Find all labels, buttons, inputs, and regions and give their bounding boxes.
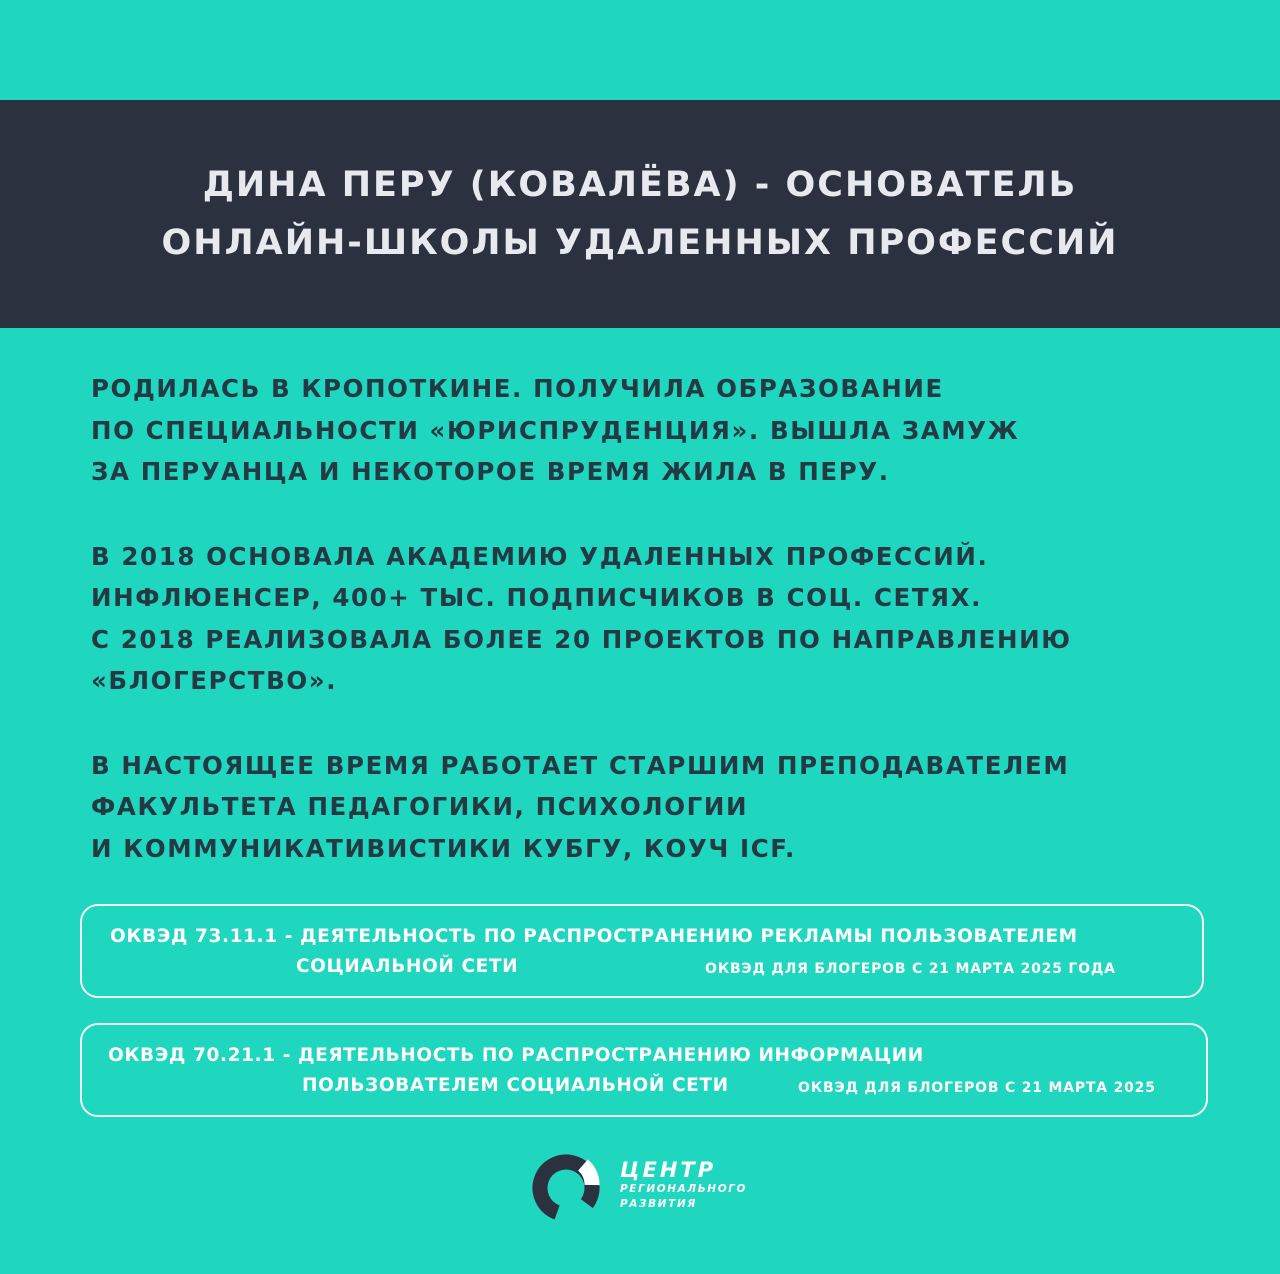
ring-logo-icon bbox=[530, 1152, 604, 1226]
brand-logo bbox=[530, 1152, 800, 1222]
bio-paragraph-3 bbox=[91, 745, 1241, 870]
okved-2-subtitle: ПОЛЬЗОВАТЕЛЕМ СОЦИАЛЬНОЙ СЕТИ bbox=[302, 1075, 729, 1096]
logo-name-2: РЕГИОНАЛЬНОГО bbox=[620, 1183, 748, 1195]
logo-name-1: ЦЕНТР bbox=[620, 1158, 717, 1182]
okved-2-note: ОКВЭД ДЛЯ БЛОГЕРОВ С 21 МАРТА 2025 bbox=[798, 1080, 1156, 1096]
title-banner bbox=[0, 100, 1280, 328]
bio-line: С 2018 РЕАЛИЗОВАЛА БОЛЕЕ 20 ПРОЕКТОВ ПО НАПРАВЛЕНИЮ bbox=[91, 624, 1072, 654]
bio-line: ЗА ПЕРУАНЦА И НЕКОТОРОЕ ВРЕМЯ ЖИЛА В ПЕРУ. bbox=[91, 457, 890, 486]
okved-1-title: ОКВЭД 73.11.1 - ДЕЯТЕЛЬНОСТЬ ПО РАСПРОСТРАНЕНИЮ РЕКЛАМЫ ПОЛЬЗОВАТЕЛЕМ bbox=[110, 926, 1078, 947]
bio-line: И КОММУНИКАТИВИСТИКИ КУБГУ, КОУЧ ICF. bbox=[91, 833, 796, 863]
bio-paragraph-2 bbox=[91, 536, 1241, 702]
bio-line: ФАКУЛЬТЕТА ПЕДАГОГИКИ, ПСИХОЛОГИИ bbox=[91, 792, 749, 821]
bio-paragraph-1 bbox=[91, 368, 1241, 493]
bio-line: «БЛОГЕРСТВО». bbox=[91, 666, 338, 695]
bio-text bbox=[91, 368, 1241, 912]
title-line-1: ДИНА ПЕРУ (КОВАЛЁВА) - ОСНОВАТЕЛЬ bbox=[202, 165, 1078, 205]
bio-line: В 2018 ОСНОВАЛА АКАДЕМИЮ УДАЛЕННЫХ ПРОФЕССИЙ. bbox=[91, 541, 989, 571]
bio-line: В НАСТОЯЩЕЕ ВРЕМЯ РАБОТАЕТ СТАРШИМ ПРЕПОДАВАТЕЛЕМ bbox=[91, 750, 1070, 780]
okved-2-title: ОКВЭД 70.21.1 - ДЕЯТЕЛЬНОСТЬ ПО РАСПРОСТРАНЕНИЮ ИНФОРМАЦИИ bbox=[108, 1045, 924, 1066]
okved-box-2 bbox=[80, 1023, 1208, 1117]
okved-box-1 bbox=[80, 904, 1204, 998]
okved-1-note: ОКВЭД ДЛЯ БЛОГЕРОВ С 21 МАРТА 2025 ГОДА bbox=[705, 961, 1116, 977]
title-line-2: ОНЛАЙН-ШКОЛЫ УДАЛЕННЫХ ПРОФЕССИЙ bbox=[161, 223, 1119, 263]
bio-line: ПО СПЕЦИАЛЬНОСТИ «ЮРИСПРУДЕНЦИЯ». ВЫШЛА ЗАМУЖ bbox=[91, 415, 1020, 445]
bio-line: ИНФЛЮЕНСЕР, 400+ ТЫС. ПОДПИСЧИКОВ В СОЦ. СЕТЯХ. bbox=[91, 583, 983, 612]
bio-line: РОДИЛАСЬ В КРОПОТКИНЕ. ПОЛУЧИЛА ОБРАЗОВАНИЕ bbox=[91, 374, 944, 403]
okved-1-subtitle: СОЦИАЛЬНОЙ СЕТИ bbox=[296, 956, 519, 977]
logo-name-3: РАЗВИТИЯ bbox=[620, 1198, 697, 1210]
